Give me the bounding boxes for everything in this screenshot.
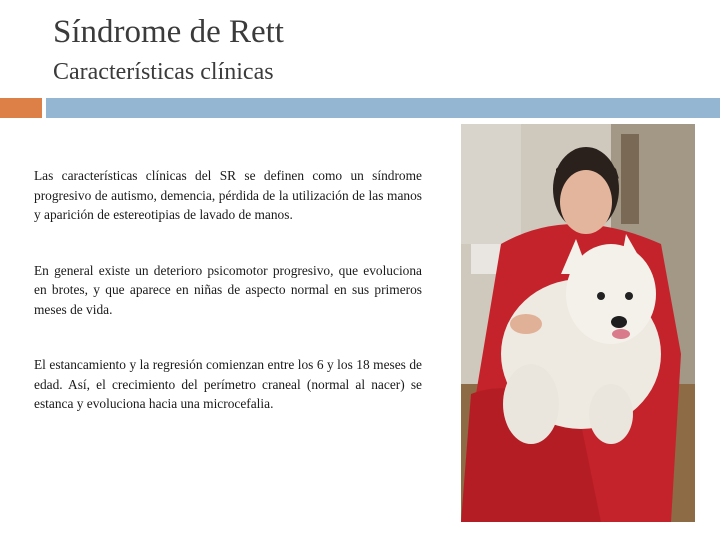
slide-title: Síndrome de Rett — [53, 14, 284, 50]
paragraph-1: Las características clínicas del SR se definen como un síndrome progresivo de autismo, demencia, pérdida de la utilización de las manos y aparición de estereotipias de lavado de manos. — [34, 168, 422, 222]
body-text — [34, 166, 422, 450]
paragraph-3: El estancamiento y la regresión comienzan entre los 6 y los 18 meses de edad. Así, el crecimiento del perímetro craneal (normal al nacer) se estanca y evoluciona hacia una microcefalia. — [34, 357, 422, 411]
paragraph-2: En general existe un deterioro psicomotor progresivo, que evoluciona en brotes, y que aparece en niñas de aspecto normal en sus primeros meses de vida. — [34, 262, 422, 317]
accent-bar-blue — [46, 98, 720, 118]
accent-bar-orange — [0, 98, 42, 118]
photo-girl-with-dog — [461, 124, 695, 522]
slide-subtitle: Características clínicas — [53, 59, 274, 85]
